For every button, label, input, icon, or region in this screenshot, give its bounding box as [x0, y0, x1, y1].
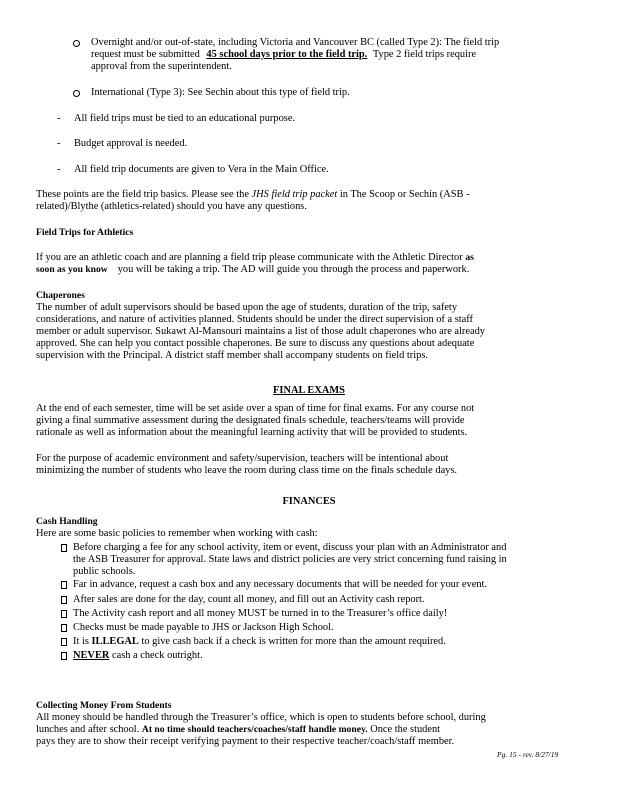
sub-bullet-1-line-1: Overnight and/or out-of-state, including Victoria and Vancouver BC (called Type 2): The field trip: [91, 37, 500, 48]
finance-bullet-6: It is ILLEGAL to give cash back if a check is written for more than the amount required.: [73, 636, 446, 647]
square-bullet-icon: [61, 610, 67, 618]
finances-heading: FINANCES: [282, 496, 336, 507]
finance-bullet-5: Checks must be made payable to JHS or Jackson High School.: [73, 622, 334, 633]
athletics-line-2: soon as you know you will be taking a trip. The AD will guide you through the process and paperwork.: [36, 264, 470, 275]
square-bullet-icon: [61, 544, 67, 552]
collecting-money-heading: Collecting Money From Students: [36, 700, 172, 711]
collecting-line-1: All money should be handled through the Treasurer’s office, which is open to students before school, during: [36, 712, 486, 723]
finance-bullet-1-line-2: the ASB Treasurer for approval. State laws and district policies are very strict concerning fund raising in: [73, 554, 507, 565]
square-bullet-icon: [61, 652, 67, 660]
finance-bullet-1-line-3: public schools.: [73, 566, 136, 577]
dash-item-1: All field trips must be tied to an educational purpose.: [74, 113, 296, 124]
square-bullet-icon: [61, 624, 67, 632]
square-bullet-icon: [61, 638, 67, 646]
cash-handling-heading: Cash Handling: [36, 516, 98, 527]
basics-line-2: related)/Blythe (athletics-related) should you have any questions.: [36, 201, 307, 212]
final-exams-p2-line-2: minimizing the number of students who leave the room during class time on the finals schedule days.: [36, 465, 458, 476]
chaperones-line-4: approved. She can help you contact possible chaperones. Be sure to discuss any questions about adequate: [36, 338, 475, 349]
final-exams-p2-line-1: For the purpose of academic environment and safety/supervision, teachers will be intentional about: [36, 453, 449, 464]
cash-handling-intro: Here are some basic policies to remember when working with cash:: [36, 528, 318, 539]
dash-bullet-icon: -: [57, 113, 61, 124]
finance-bullet-2: Far in advance, request a cash box and any necessary documents that will be needed for your event.: [73, 579, 488, 590]
chaperones-line-2: considerations, and nature of activities planned. Students should be under the direct supervision of a staff: [36, 314, 473, 325]
chaperones-heading: Chaperones: [36, 290, 85, 301]
collecting-line-3: pays they are to show their receipt verifying payment to their respective teacher/coach/staff member.: [36, 736, 455, 747]
chaperones-line-3: member or adult supervisor. Sukawt Al-Mansouri maintains a list of those adult chaperones who are already: [36, 326, 485, 337]
athletics-line-1: If you are an athletic coach and are planning a field trip please communicate with the Athletic Director as: [36, 252, 474, 263]
chaperones-line-1: The number of adult supervisors should be based upon the age of students, duration of the trip, safety: [36, 302, 458, 313]
finance-bullet-1-line-1: Before charging a fee for any school activity, item or event, discuss your plan with an Administrator and: [73, 542, 507, 553]
final-exams-heading: FINAL EXAMS: [273, 385, 345, 396]
finance-bullet-3: After sales are done for the day, count all money, and fill out an Activity cash report.: [73, 594, 425, 605]
chaperones-line-5: supervision with the Principal. A district staff member shall accompany students on field trips.: [36, 350, 428, 361]
basics-line-1: These points are the field trip basics. Please see the JHS field trip packet in The Scoop or Sechin (ASB -: [36, 189, 470, 200]
dash-item-3: All field trip documents are given to Vera in the Main Office.: [74, 164, 329, 175]
collecting-line-2: lunches and after school. At no time should teachers/coaches/staff handle money. Once the student: [36, 724, 441, 735]
sub-bullet-1-line-2: request must be submitted 45 school days prior to the field trip. Type 2 field trips require: [91, 49, 477, 60]
finance-bullet-4: The Activity cash report and all money MUST be turned in to the Treasurer’s office daily!: [73, 608, 448, 619]
circle-bullet-icon: [73, 90, 80, 97]
final-exams-p1-line-2: giving a final summative assessment during the designated finals schedule, teachers/teams will provide: [36, 415, 465, 426]
finance-bullet-7: NEVER cash a check outright.: [73, 650, 203, 661]
final-exams-p1-line-3: rationale as well as information about the meaningful learning activity that will be provided to students.: [36, 427, 468, 438]
dash-bullet-icon: -: [57, 164, 61, 175]
sub-bullet-2-line: International (Type 3): See Sechin about this type of field trip.: [91, 87, 350, 98]
dash-bullet-icon: -: [57, 138, 61, 149]
final-exams-p1-line-1: At the end of each semester, time will be set aside over a span of time for final exams. For any course not: [36, 403, 475, 414]
sub-bullet-1-line-3: approval from the superintendent.: [91, 61, 232, 72]
dash-item-2: Budget approval is needed.: [74, 138, 188, 149]
circle-bullet-icon: [73, 40, 80, 47]
square-bullet-icon: [61, 581, 67, 589]
athletics-heading: Field Trips for Athletics: [36, 227, 134, 238]
square-bullet-icon: [61, 596, 67, 604]
page-footer: Pg. 15 - rev. 8/27/19: [497, 750, 559, 759]
packet-title: JHS field trip packet: [251, 189, 338, 200]
deadline-underlined: 45 school days prior to the field trip.: [206, 49, 368, 60]
